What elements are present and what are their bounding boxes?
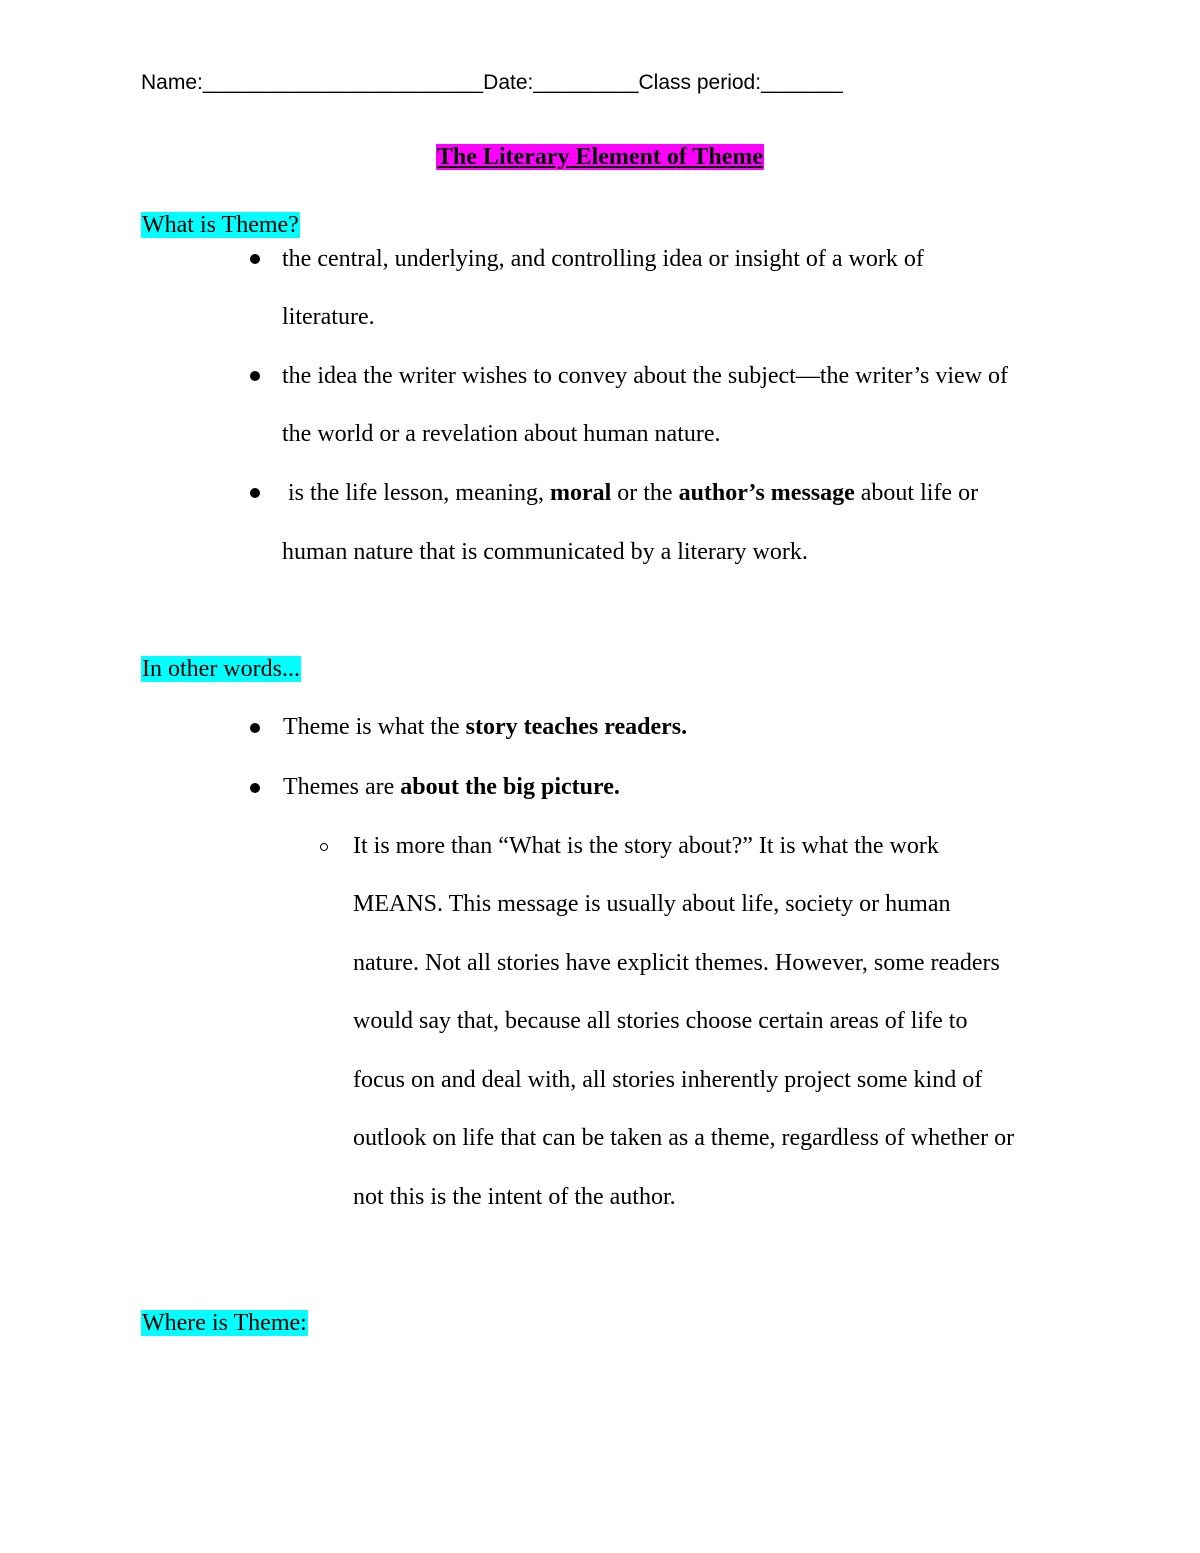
- bold-authors-message: author’s message: [678, 480, 855, 506]
- bullet-dot: [250, 371, 260, 381]
- sub-bullet-text: focus on and deal with, all stories inherently project some kind of: [353, 1067, 983, 1093]
- name-label: Name:: [141, 71, 203, 94]
- text-run: or the: [611, 480, 679, 506]
- date-label: Date:: [483, 71, 534, 94]
- sub-bullet-ring: [320, 843, 328, 851]
- title-text: The Literary Element of Theme: [436, 144, 764, 170]
- text-run: is the life lesson, meaning,: [282, 480, 550, 506]
- bullet-text-continued: literature.: [282, 304, 375, 330]
- bullet-text: the central, underlying, and controlling idea or insight of a work of: [282, 246, 924, 272]
- bullet-dot: [250, 723, 260, 733]
- bullet-dot: [250, 783, 260, 793]
- sub-bullet-text: would say that, because all stories choose certain areas of life to: [353, 1008, 968, 1034]
- text-run: Themes are: [283, 774, 401, 800]
- sub-bullet-text: It is more than “What is the story about?” It is what the work: [353, 833, 939, 859]
- sub-bullet-text: MEANS. This message is usually about life, society or human: [353, 891, 951, 917]
- bullet-text-continued: human nature that is communicated by a literary work.: [282, 539, 808, 565]
- date-blank: _________: [533, 71, 639, 94]
- bullet-text: [283, 773, 620, 801]
- bullet-text: [283, 713, 687, 741]
- text-run: about life or: [854, 480, 979, 506]
- text-run: Theme is what the: [283, 714, 466, 740]
- bullet-text-continued: the world or a revelation about human nature.: [282, 421, 721, 447]
- bullet-dot: [250, 488, 260, 498]
- where-is-theme-text: Where is Theme:: [142, 1310, 307, 1336]
- class-period-label: Class period:: [638, 71, 762, 94]
- where-is-theme-heading: [141, 1309, 308, 1337]
- student-info-line: [141, 70, 843, 96]
- in-other-words-heading: [141, 655, 301, 683]
- name-blank: ________________________: [202, 71, 484, 94]
- sub-bullet-text: outlook on life that can be taken as a theme, regardless of whether or: [353, 1125, 1015, 1151]
- what-is-theme-heading: [141, 211, 300, 239]
- sub-bullet-text: not this is the intent of the author.: [353, 1184, 676, 1210]
- bullet-text: the idea the writer wishes to convey about the subject—the writer’s view of: [282, 363, 1009, 389]
- document-title: [0, 143, 1200, 171]
- bullet-dot: [250, 254, 260, 264]
- bold-big-picture: about the big picture.: [400, 774, 620, 800]
- bold-story-teaches: story teaches readers.: [465, 714, 688, 740]
- bullet-text: [282, 479, 978, 507]
- class-period-blank: _______: [761, 71, 843, 94]
- bold-moral: moral: [549, 480, 612, 506]
- in-other-words-text: In other words...: [142, 656, 300, 682]
- what-is-theme-text: What is Theme?: [142, 212, 299, 238]
- sub-bullet-text: nature. Not all stories have explicit themes. However, some readers: [353, 950, 1000, 976]
